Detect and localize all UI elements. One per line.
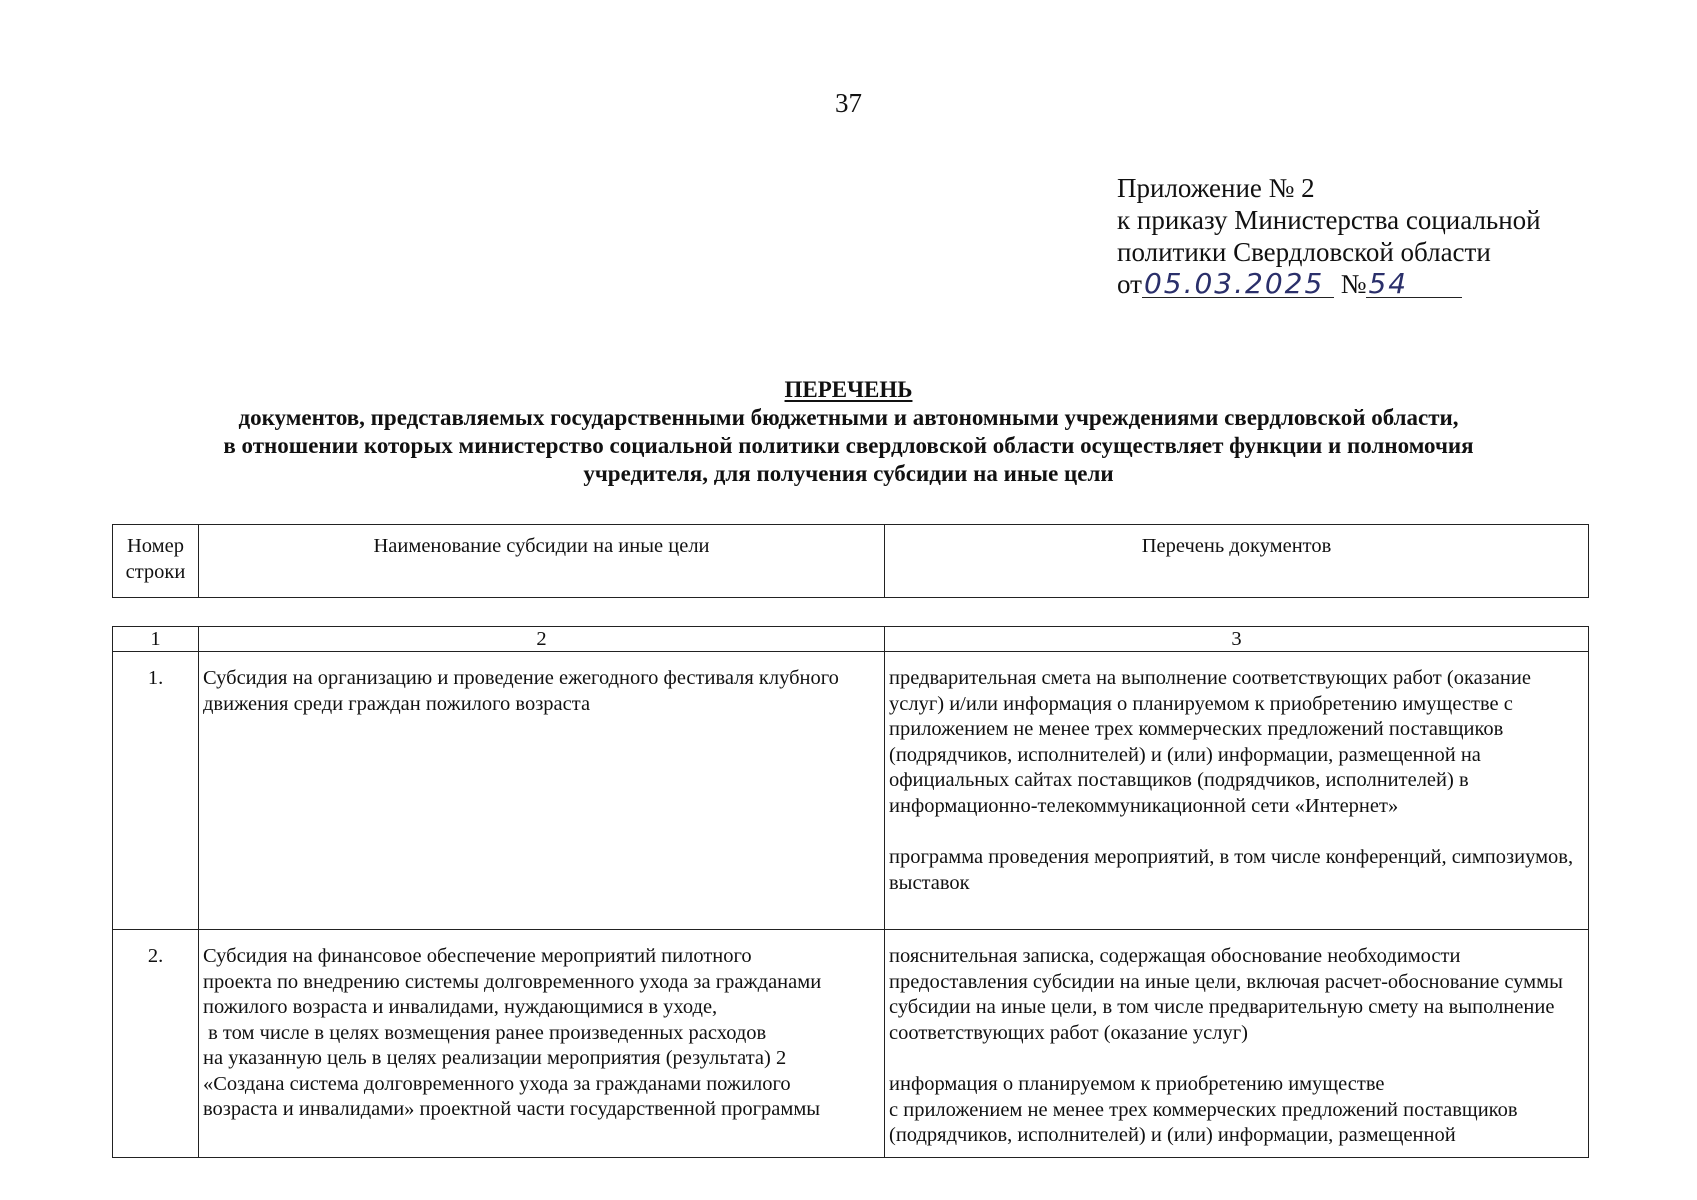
document-item: с приложением не менее трех коммерческих предложений поставщиков (подрядчиков, исполнителей) и (или) информации, размещенной	[889, 1098, 1518, 1146]
handwritten-date: 05.03.2025	[1142, 271, 1334, 298]
subsidy-name-line: возраста и инвалидами» проектной части государственной программы	[203, 1098, 821, 1120]
header-subsidy-name: Наименование субсидии на иные цели	[199, 525, 885, 598]
appendix-date-line	[1117, 268, 1541, 300]
subsidy-name-line: проекта по внедрению системы долговременного ухода за гражданами	[203, 970, 822, 993]
document-item: пояснительная записка, содержащая обоснование необходимости предоставления субсидии на иные цели, включая расчет-обоснование суммы субсидии на иные цели, в том числе предварительную смету на выполнение соответствующих работ (оказание услуг)	[889, 945, 1563, 1044]
table-row	[113, 652, 1589, 930]
handwritten-number: 54	[1366, 271, 1462, 298]
subsidy-name: Субсидия на организацию и проведение ежегодного фестиваля клубного движения среди граждан пожилого возраста	[199, 652, 885, 930]
documents-list	[885, 930, 1589, 1158]
appendix-ministry: политики Свердловской области	[1117, 237, 1491, 267]
header-row	[113, 525, 1589, 598]
subsidy-name-line: Субсидия на финансовое обеспечение мероприятий пилотного	[203, 945, 752, 967]
header-documents: Перечень документов	[885, 525, 1589, 598]
page-number: 37	[835, 88, 862, 118]
appendix-title: Приложение № 2	[1117, 173, 1315, 203]
title-line-3: учредителя, для получения субсидии на иные цели	[583, 461, 1114, 486]
subsidy-name-line: в том числе в целях возмещения ранее произведенных расходов	[203, 1021, 767, 1044]
table-row	[113, 930, 1589, 1158]
header-row-number: Номер строки	[113, 525, 199, 598]
body-table	[112, 626, 1589, 1158]
title-main: ПЕРЕЧЕНЬ	[784, 377, 913, 402]
row-number: 2.	[113, 930, 199, 1158]
number-label: №	[1340, 269, 1367, 299]
header-table	[112, 524, 1589, 598]
subsidy-name-line: на указанную цель в целях реализации мероприятия (результата) 2	[203, 1047, 787, 1069]
document-item: информация о планируемом к приобретению имуществе	[889, 1073, 1385, 1095]
subsidy-name-line: пожилого возраста и инвалидами, нуждающимися в уходе,	[203, 996, 718, 1018]
document-title	[0, 376, 1697, 488]
subsidy-name	[199, 930, 885, 1158]
documents-list	[885, 652, 1589, 930]
date-prefix: от	[1117, 269, 1142, 299]
document-item: предварительная смета на выполнение соответствующих работ (оказание услуг) и/или информация о планируемом к приобретению имуществе с приложением не менее трех коммерческих предложений поставщиков (подрядчиков, исполнителей) и (или) информации, размещенной на официальных сайтах поставщиков (подрядчиков, исполнителей) в информационно-телекоммуникационной сети «Интернет»	[889, 667, 1531, 817]
appendix-order-ref: к приказу Министерства социальной	[1117, 205, 1541, 235]
title-line-1: документов, представляемых государственными бюджетными и автономными учреждениями свердловской области,	[238, 405, 1459, 430]
appendix-block	[1117, 172, 1541, 300]
title-line-2: в отношении которых министерство социальной политики свердловской области осуществляет функции и полномочия	[223, 433, 1474, 458]
column-number-2: 2	[199, 627, 885, 652]
row-number: 1.	[113, 652, 199, 930]
document-item: программа проведения мероприятий, в том числе конференций, симпозиумов, выставок	[889, 846, 1574, 894]
column-number-row	[113, 627, 1589, 652]
column-number-3: 3	[885, 627, 1589, 652]
column-number-1: 1	[113, 627, 199, 652]
subsidy-name-line: «Создана система долговременного ухода за гражданами пожилого	[203, 1072, 791, 1095]
